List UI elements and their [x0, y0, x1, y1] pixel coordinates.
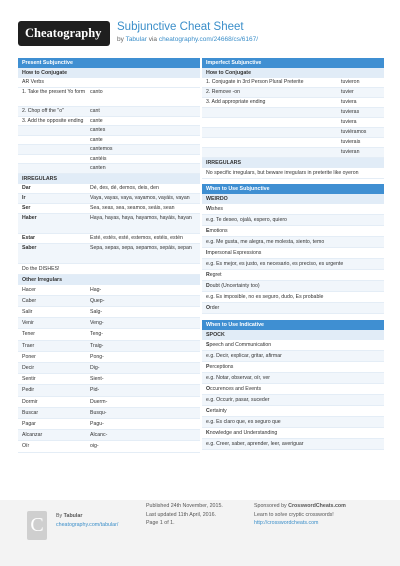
footer-sponsor: Sponsored by CrosswordCheats.com Learn to solve cryptic crosswords! http://crosswordcheats.com	[254, 503, 346, 526]
row-label: Haber	[22, 214, 37, 221]
mnemonic-letter: K	[206, 430, 210, 436]
list-item	[202, 270, 384, 281]
sponsor-name[interactable]: CrosswordCheats.com	[288, 503, 346, 509]
table-row	[202, 138, 384, 148]
row-value: Haya, hayas, haya, hayamos, hayáis, hayan	[90, 214, 192, 221]
table-row	[18, 164, 200, 174]
row-value: Quep-	[90, 297, 105, 304]
list-item	[202, 384, 384, 395]
row-label: Sentir	[22, 376, 36, 383]
list-item: e.g. Occurir, pasar, suceder	[202, 395, 384, 406]
row-label: 2. Remove -on	[206, 89, 241, 95]
row-value: Esté, estés, esté, estemos, estéis, estén	[90, 234, 183, 241]
list-item: e.g. Es imposible, no es seguro, dudo, Es probable	[202, 292, 384, 303]
list-item	[202, 226, 384, 237]
table-row	[18, 184, 200, 194]
mnemonic-rest: motions	[209, 228, 228, 234]
mnemonic-rest: oubt (Uncertainty too)	[209, 283, 260, 289]
imperfect-subjunctive-header: Imperfect Subjunctive	[202, 58, 384, 68]
row-value: tuvieras	[341, 109, 360, 115]
row-label	[18, 164, 86, 173]
weirdo-heading: WEIRDO	[202, 194, 384, 204]
table-row	[202, 78, 384, 88]
row-value: tuvier	[341, 89, 354, 95]
right-column	[202, 58, 384, 450]
mnemonic-rest: peech and Communication	[209, 342, 272, 348]
row-value: tuviera	[341, 119, 357, 125]
row-value: tuviéramos	[341, 129, 367, 135]
row-value: tuvierais	[341, 139, 361, 145]
row-label	[18, 126, 86, 135]
row-label: 3. Add the opposite ending	[22, 117, 84, 124]
table-row	[18, 419, 200, 430]
table-row	[18, 329, 200, 340]
mnemonic-rest: erceptions	[209, 364, 234, 370]
row-label: 1. Take the present Yo form	[22, 89, 86, 95]
row-value: Pong-	[90, 353, 104, 360]
row-label: Poner	[22, 353, 36, 360]
imperfect-how-to-conjugate-heading: How to Conjugate	[202, 68, 384, 78]
row-label	[202, 108, 337, 117]
row-label: 2. Chop off the "o"	[22, 108, 64, 114]
row-label: Traer	[22, 342, 35, 349]
mnemonic-letter: O	[206, 305, 211, 311]
imperfect-irregulars-note: No specific irregulars, but beware irregulars in preterite like oyeron	[202, 168, 384, 179]
page-title: Subjunctive Cheat Sheet	[117, 21, 244, 33]
spock-heading: SPOCK	[202, 330, 384, 340]
mnemonic-rest: rder	[210, 305, 220, 311]
row-label	[202, 138, 337, 147]
row-label	[202, 118, 337, 127]
row-label: Oír	[22, 443, 30, 450]
mnemonic-letter: S	[206, 342, 210, 348]
row-label: Hacer	[22, 286, 36, 293]
table-row	[18, 318, 200, 329]
row-label	[202, 128, 337, 137]
row-value: Teng-	[90, 331, 103, 338]
row-value: cantes	[90, 127, 106, 133]
row-label	[18, 136, 86, 145]
row-value: Duerm-	[90, 398, 108, 405]
mnemonic-rest: egret	[209, 272, 222, 278]
list-item: e.g. Decir, explicar, gritar, afirmar	[202, 351, 384, 362]
table-row	[202, 128, 384, 138]
row-label: Dormir	[22, 398, 38, 405]
list-item	[202, 362, 384, 373]
mnemonic-letter: O	[206, 386, 211, 392]
row-value: Alcanc-	[90, 432, 108, 439]
mnemonic-rest: ccurences and Events	[210, 386, 262, 392]
page-footer	[0, 500, 400, 566]
row-value: Traig-	[90, 342, 104, 349]
how-to-conjugate-heading: How to Conjugate	[18, 68, 200, 78]
sheet-url-link[interactable]: cheatography.com/24668/cs/6167/	[158, 36, 259, 43]
row-value: Pagu-	[90, 420, 104, 427]
row-label: Pagar	[22, 420, 36, 427]
row-value: Busqu-	[90, 409, 107, 416]
row-value: tuvieran	[341, 149, 360, 155]
row-value: Veng-	[90, 320, 104, 327]
row-value: tuviera	[341, 99, 357, 105]
other-irregulars-heading: Other Irregulars	[18, 275, 200, 285]
mnemonic-letter: P	[206, 364, 210, 370]
table-row	[202, 148, 384, 158]
when-to-use-subjunctive-header: When to Use Subjunctive	[202, 184, 384, 194]
table-row	[202, 118, 384, 128]
table-row	[18, 385, 200, 396]
left-column	[18, 58, 200, 453]
row-label	[18, 145, 86, 154]
row-label: Caber	[22, 297, 37, 304]
cheatography-logo[interactable]: Cheatography	[18, 21, 110, 46]
row-label: Alcanzar	[22, 432, 43, 439]
row-label: Pedir	[22, 387, 35, 394]
row-label	[202, 148, 337, 157]
row-label: Buscar	[22, 409, 39, 416]
table-row	[18, 145, 200, 155]
list-item	[202, 303, 384, 314]
row-value: cante	[90, 136, 103, 143]
list-item	[202, 428, 384, 439]
list-item: e.g. Me gusta, me alegra, me molesta, siento, temo	[202, 237, 384, 248]
table-row	[18, 341, 200, 352]
mnemonic-rest: ishes	[210, 206, 224, 212]
row-value: Salg-	[90, 308, 103, 315]
row-label: Estar	[22, 234, 35, 241]
footer-author-link[interactable]: cheatography.com/tabular/	[56, 521, 119, 528]
row-value: canto	[90, 89, 103, 95]
table-row	[18, 430, 200, 441]
table-row	[18, 296, 200, 307]
table-row	[18, 408, 200, 419]
row-label: Salir	[22, 308, 33, 315]
row-label: 1. Conjugate in 3rd Person Plural Preterite	[206, 79, 304, 85]
row-label: Ser	[22, 204, 31, 211]
list-item: e.g. Creer, saber, aprender, leer, averiguar	[202, 439, 384, 450]
page-header	[0, 0, 400, 58]
row-label: Venir	[22, 320, 34, 327]
row-value: Sient-	[90, 376, 104, 383]
table-row	[18, 136, 200, 146]
row-label	[18, 155, 86, 164]
list-item	[202, 406, 384, 417]
row-label: Ir	[22, 194, 26, 201]
row-value: Sepa, sepas, sepa, sepamos, sepáis, sepan	[90, 244, 192, 251]
row-value: oig-	[90, 443, 99, 450]
table-row	[202, 98, 384, 108]
row-label: Tener	[22, 331, 35, 338]
cheatography-footer-logo: C	[27, 511, 47, 540]
mnemonic-letter: R	[206, 272, 210, 278]
list-item: e.g. Es claro que, es seguro que	[202, 417, 384, 428]
table-row	[18, 155, 200, 165]
mnemonic-rest: mpersonal Expressions	[207, 250, 262, 256]
byline: by Tabular via cheatography.com/24668/cs/6167/	[117, 36, 259, 43]
irregulars-heading: IRREGULARS	[18, 174, 200, 184]
list-item	[202, 204, 384, 215]
mnemonic-rest: nowledge and Understanding	[209, 430, 278, 436]
row-value: cantemos	[90, 146, 113, 152]
mnemonic-rest: ertainty	[209, 408, 227, 414]
row-value: cant	[90, 108, 100, 114]
table-row	[18, 307, 200, 318]
row-value: Vaya, vayas, vaya, vayamos, vayáis, vayan	[90, 194, 190, 201]
list-item	[202, 340, 384, 351]
row-label: Saber	[22, 244, 37, 251]
table-row	[18, 117, 200, 127]
list-item	[202, 281, 384, 292]
table-row	[18, 126, 200, 136]
table-row	[202, 88, 384, 98]
mnemonic-letter: I	[206, 250, 208, 256]
table-row	[18, 107, 200, 117]
table-row	[18, 285, 200, 296]
mnemonic-letter: D	[206, 283, 210, 289]
table-row	[18, 441, 200, 452]
table-row	[18, 204, 200, 214]
table-row	[18, 88, 200, 107]
list-item: e.g. Te deseo, ojalá, espero, quiero	[202, 215, 384, 226]
row-value: cante	[90, 117, 103, 124]
row-value: Sea, seas, sea, seamos, seáis, sean	[90, 204, 175, 211]
footer-author-name: Tabular	[63, 513, 83, 519]
mnemonic-letter: E	[206, 228, 210, 234]
table-row	[18, 352, 200, 363]
table-row	[18, 214, 200, 234]
list-item	[202, 248, 384, 259]
ar-verbs-label: AR Verbs	[18, 78, 200, 88]
author-link[interactable]: Tabular	[125, 36, 147, 43]
table-row	[18, 374, 200, 385]
row-value: Dig-	[90, 364, 100, 371]
footer-author: By Tabular cheatography.com/tabular/	[56, 513, 119, 528]
mnemonic-letter: W	[206, 206, 211, 212]
mnemonic-letter: C	[206, 408, 210, 414]
present-subjunctive-header: Present Subjunctive	[18, 58, 200, 68]
row-label: Dar	[22, 184, 31, 191]
row-value: tuvieron	[341, 79, 360, 85]
row-value: Pid-	[90, 387, 100, 394]
list-item: e.g. Notar, observar, oír, ver	[202, 373, 384, 384]
table-row	[18, 244, 200, 264]
row-value: Dé, des, dé, demos, deis, den	[90, 184, 159, 191]
table-row	[18, 234, 200, 244]
list-item: e.g. Es mejor, es justo, es necesario, es preciso, es urgente	[202, 259, 384, 270]
row-value: cantéis	[90, 155, 107, 162]
sponsor-link[interactable]: http://crosswordcheats.com	[254, 520, 319, 526]
row-label: 3. Add appropriate ending	[206, 99, 266, 105]
row-value: Hag-	[90, 286, 102, 293]
imperfect-irregulars-heading: IRREGULARS	[202, 158, 384, 168]
footer-dates: Published 24th November, 2015. Last updated 11th April, 2016. Page 1 of 1.	[146, 503, 223, 526]
when-to-use-indicative-header: When to Use Indicative	[202, 320, 384, 330]
table-row	[18, 194, 200, 204]
table-row	[18, 397, 200, 408]
table-row	[202, 108, 384, 118]
table-row	[18, 363, 200, 374]
row-label: Decir	[22, 364, 35, 371]
dishes-note: Do the DISHES!	[18, 264, 200, 275]
row-value: canten	[90, 165, 106, 171]
